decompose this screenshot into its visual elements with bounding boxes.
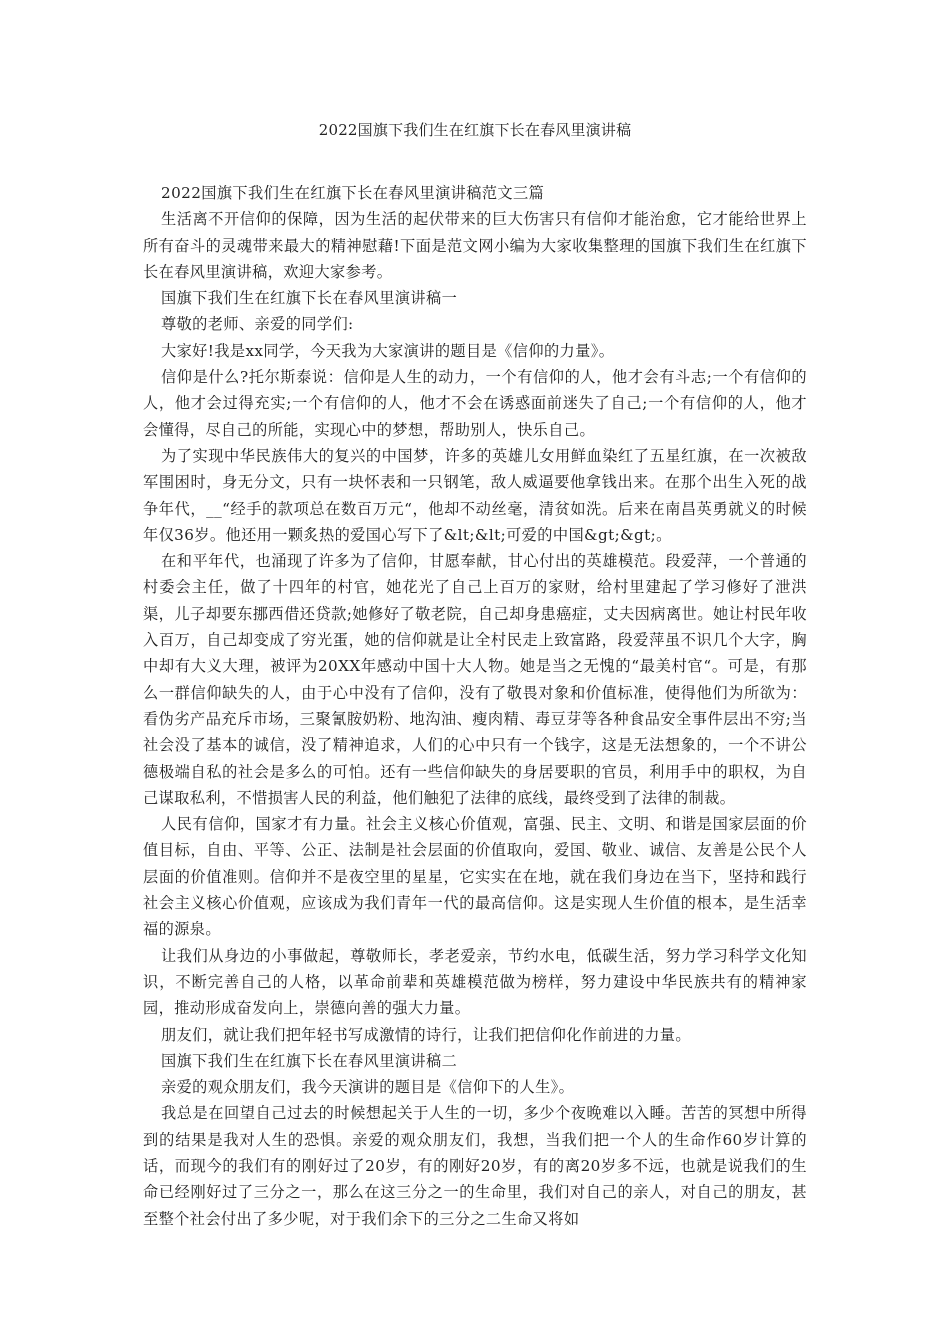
paragraph: 人民有信仰，国家才有力量。社会主义核心价值观，富强、民主、文明、和谐是国家层面的价值目标，自由、平等、公正、法制是社会层面的价值取向，爱国、敬业、诚信、友善是公民个人层面的价值准则。信仰并不是夜空里的星星，它实实在在地，就在我们身边在当下，坚持和践行社会主义核心价值观，应该成为我们青年一代的最高信仰。这是实现人生价值的根本，是生活幸福的源泉。 xyxy=(143,815,807,939)
paragraph: 我总是在回望自己过去的时候想起关于人生的一切，多少个夜晚难以入睡。苦苦的冥想中所得到的结果是我对人生的恐惧。亲爱的观众朋友们，我想，当我们把一个人的生命作60岁计算的话，而现今的我们有的刚好过了20岁，有的刚好20岁，有的离20岁多不远，也就是说我们的生命已经刚好过了三分之一，那么在这三分之一的生命里，我们对自己的亲人，对自己的朋友，甚至整个社会付出了多少呢，对于我们余下的三分之二生命又将如 xyxy=(143,1104,807,1228)
paragraph: 生活离不开信仰的保障，因为生活的起伏带来的巨大伤害只有信仰才能治愈，它才能给世界上所有奋斗的灵魂带来最大的精神慰藉!下面是范文网小编为大家收集整理的国旗下我们生在红旗下长在春风里演讲稿，欢迎大家参考。 xyxy=(143,210,807,281)
section-heading: 国旗下我们生在红旗下长在春风里演讲稿二 xyxy=(161,1051,458,1070)
salutation: 尊敬的老师、亲爱的同学们: xyxy=(161,315,354,334)
paragraph: 亲爱的观众朋友们，我今天演讲的题目是《信仰下的人生》。 xyxy=(161,1078,575,1097)
paragraph: 让我们从身边的小事做起，尊敬师长，孝老爱亲，节约水电，低碳生活，努力学习科学文化知识，不断完善自己的人格，以革命前辈和英雄模范做为榜样，努力建设中华民族共有的精神家园，推动形成奋发向上，崇德向善的强大力量。 xyxy=(143,946,807,1018)
document-title: 2022国旗下我们生在红旗下长在春风里演讲稿 xyxy=(318,121,632,139)
section-heading: 国旗下我们生在红旗下长在春风里演讲稿一 xyxy=(161,289,458,308)
paragraph: 为了实现中华民族伟大的复兴的中国梦，许多的英雄儿女用鲜血染红了五星红旗，在一次被敌军围困时，身无分文，只有一块怀表和一只钢笔，敌人威逼要他拿钱出来。在那个出生入死的战争年代，__“经手的款项总在数百万元“，他却不动丝毫，清贫如洗。后来在南昌英勇就义的时候年仅36岁。他还用一颗炙热的爱国心写下了&lt;&lt;可爱的中国&gt;&gt;。 xyxy=(143,446,807,544)
paragraph: 2022国旗下我们生在红旗下长在春风里演讲稿范文三篇 xyxy=(161,184,545,202)
document-page xyxy=(143,118,807,1232)
paragraph: 朋友们，就让我们把年轻书写成激情的诗行，让我们把信仰化作前进的力量。 xyxy=(161,1025,691,1044)
document-body xyxy=(143,180,807,1232)
paragraph: 在和平年代，也涌现了许多为了信仰，甘愿奉献，甘心付出的英雄模范。段爱萍，一个普通的村委会主任，做了十四年的村官，她花光了自己上百万的家财，给村里建起了学习修好了泄洪渠，儿子却要东挪西借还贷款;她修好了敬老院，自己却身患癌症，丈夫因病离世。她让村民年收入百万，自己却变成了穷光蛋，她的信仰就是让全村民走上致富路，段爱萍虽不识几个大字，胸中却有大义大理，被评为20XX年感动中国十大人物。她是当之无愧的“最美村官“。可是，有那么一群信仰缺失的人，由于心中没有了信仰，没有了敬畏对象和价值标准，使得他们为所欲为：看伪劣产品充斥市场，三聚氰胺奶粉、地沟油、瘦肉精、毒豆芽等各种食品安全事件层出不穷;当社会没了基本的诚信，没了精神追求，人们的心中只有一个钱字，这是无法想象的，一个不讲公德极端自私的社会是多么的可怕。还有一些信仰缺失的身居要职的官员，利用手中的职权，为自己谋取私利，不惜损害人民的利益，他们触犯了法律的底线，最终受到了法律的制裁。 xyxy=(143,552,807,807)
paragraph: 大家好!我是xx同学，今天我为大家演讲的题目是《信仰的力量》。 xyxy=(161,341,615,360)
paragraph: 信仰是什么?托尔斯泰说：信仰是人生的动力，一个有信仰的人，他才会有斗志;一个有信仰的人，他才会过得充实;一个有信仰的人，他才不会在诱惑面前迷失了自己;一个有信仰的人，他才会懂得，尽自己的所能，实现心中的梦想，帮助别人，快乐自己。 xyxy=(143,368,807,439)
